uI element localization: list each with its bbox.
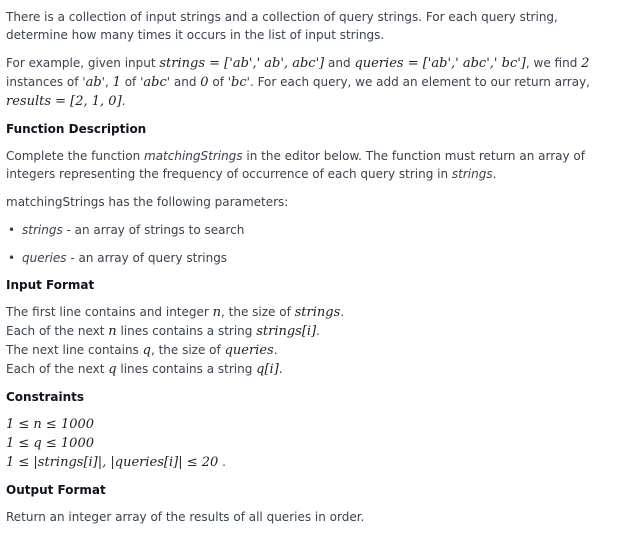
input-format-heading: Input Format bbox=[6, 278, 95, 292]
output-format-heading: Output Format bbox=[6, 483, 106, 497]
math-count: 1 bbox=[112, 75, 121, 90]
input-format-body bbox=[6, 303, 611, 379]
text-part: Complete the function bbox=[6, 149, 144, 163]
math-query: abc bbox=[143, 75, 167, 90]
param-desc: - an array of strings to search bbox=[62, 223, 245, 237]
bullet-icon: • bbox=[8, 251, 16, 265]
math-var: strings[i] bbox=[256, 324, 317, 339]
example-text bbox=[6, 54, 611, 111]
text-part: , the size of bbox=[221, 305, 295, 319]
text-part: , the size of bbox=[150, 343, 225, 357]
parameter-list bbox=[6, 221, 611, 267]
text-part: . bbox=[316, 324, 320, 338]
math-query: ab bbox=[85, 75, 102, 90]
math-var: queries bbox=[224, 343, 274, 358]
text-part: lines contains a string bbox=[116, 324, 257, 338]
text-part: The next line contains bbox=[6, 343, 143, 357]
math-var: q[i] bbox=[256, 362, 279, 377]
math-var: n bbox=[212, 305, 222, 320]
function-name: matchingStrings bbox=[144, 149, 243, 163]
math-results-array: results = [2, 1, 0] bbox=[6, 94, 122, 109]
text-part: in the editor below. The function must return an array of integers representing the frequency of occurrence of each query string in bbox=[6, 149, 585, 181]
text-part: . bbox=[273, 343, 278, 357]
example-text-part: , we find bbox=[525, 56, 582, 70]
constraint-line bbox=[6, 453, 611, 472]
constraint-line bbox=[6, 415, 611, 434]
input-line bbox=[6, 360, 611, 379]
math-var: strings bbox=[294, 305, 341, 320]
text-part: . bbox=[218, 455, 226, 469]
example-text-part: instances of ' bbox=[6, 75, 86, 89]
output-format-text: Return an integer array of the results of all queries in order. bbox=[6, 510, 365, 524]
math-count: 2 bbox=[581, 56, 590, 71]
text-part: Each of the next bbox=[6, 362, 109, 376]
text-part: . bbox=[340, 305, 345, 319]
example-text-part: . bbox=[121, 94, 126, 108]
example-text-part: and bbox=[324, 56, 355, 70]
math-var: q bbox=[142, 343, 151, 358]
example-text-part: of ' bbox=[208, 75, 232, 89]
example-text-part: of ' bbox=[120, 75, 144, 89]
math-query: bc bbox=[231, 75, 247, 90]
math-constraint: 1 ≤ q ≤ 1000 bbox=[6, 436, 94, 451]
text-part: lines contains a string bbox=[116, 362, 257, 376]
function-description-heading: Function Description bbox=[6, 122, 147, 136]
math-constraint: 1 ≤ n ≤ 1000 bbox=[6, 417, 95, 432]
param-name: queries bbox=[22, 251, 67, 265]
math-strings-array: strings = ['ab',' ab', abc'] bbox=[159, 56, 325, 71]
intro-text: There is a collection of input strings and a collection of query strings. For each query string, determine how many times it occurs in the list of input strings. bbox=[6, 10, 558, 42]
example-text-part: ' and bbox=[166, 75, 201, 89]
input-line bbox=[6, 341, 611, 360]
param-name: strings bbox=[22, 223, 63, 237]
input-line bbox=[6, 303, 611, 322]
math-queries-array: queries = ['ab',' abc',' bc'] bbox=[354, 56, 526, 71]
text-part: . bbox=[492, 167, 497, 181]
constraints-body bbox=[6, 415, 611, 472]
math-constraint: 1 ≤ |strings[i]|, |queries[i]| ≤ 20 bbox=[6, 455, 219, 470]
text-part: The first line contains and integer bbox=[6, 305, 213, 319]
parameters-intro: matchingStrings has the following parameters: bbox=[6, 195, 289, 209]
math-count: 0 bbox=[200, 75, 209, 90]
example-text-part: ', bbox=[101, 75, 113, 89]
example-text-part: '. For each query, we add an element to our return array, bbox=[246, 75, 590, 89]
list-item bbox=[6, 249, 611, 267]
input-line bbox=[6, 322, 611, 341]
constraints-heading: Constraints bbox=[6, 390, 85, 404]
param-name: strings bbox=[451, 167, 493, 181]
bullet-icon: • bbox=[8, 223, 16, 237]
math-var: q bbox=[108, 362, 117, 377]
constraint-line bbox=[6, 434, 611, 453]
text-part: Each of the next bbox=[6, 324, 109, 338]
param-desc: - an array of query strings bbox=[66, 251, 228, 265]
function-description-text bbox=[6, 147, 611, 183]
example-text-part: For example, given input bbox=[6, 56, 160, 70]
math-var: n bbox=[108, 324, 117, 339]
text-part: . bbox=[278, 362, 283, 376]
list-item bbox=[6, 221, 611, 239]
